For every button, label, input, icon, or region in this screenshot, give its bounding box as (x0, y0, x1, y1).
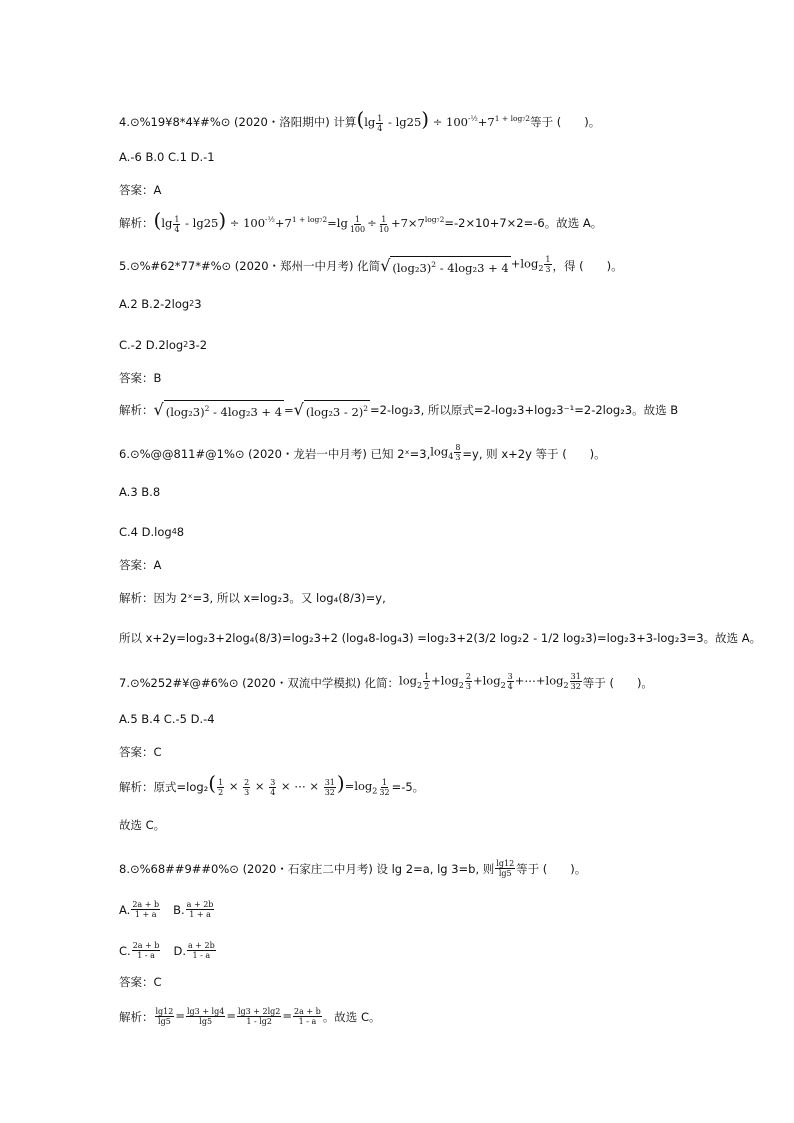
q5-sqrt-expression: √ $(\log_23)^2 - 4\log_23 + 4$ (380, 255, 509, 275)
q4-stem-suffix: 等于 ( )。 (530, 114, 601, 129)
question-4-stem (119, 107, 601, 133)
question-4-options: A.-6 B.0 C.1 D.-1 (119, 150, 215, 164)
q8-stem-suffix: 等于 ( )。 (516, 861, 587, 876)
q7-analysis-prefix: 解析：原式=log₂ (119, 780, 209, 795)
q8-analysis-prefix: 解析： (119, 1009, 154, 1024)
q8-analysis-expression: $\frac{\lg 12}{\lg 5}$ = $\frac{\lg 3 + \lg 4}{\lg 5}$ = $\frac{\lg 3 + 2\lg 2}{1 - \lg 2}$ = $\frac{2a + b}{1 - a}$ (155, 1007, 321, 1026)
q7-analysis-expression: ( $\frac{1}{2}$ × $\frac{2}{3}$ × $\frac{3}{4}$ × ⋯ × $\frac{31}{32}$ )$=\log_2$ $\frac{1}{32}$ (208, 771, 390, 797)
q4-analysis-suffix: =-2×10+7×2=-6。故选 A。 (444, 215, 603, 230)
q8-option-c-value: $\frac{2a + b}{1 - a}$ (132, 941, 160, 960)
q4-analysis-prefix: 解析： (119, 215, 154, 230)
question-5-stem (119, 255, 623, 277)
q8-option-b-value: $\frac{a + 2b}{1 + a}$ (186, 900, 214, 919)
q5-analysis-prefix: 解析： (119, 402, 154, 417)
question-8-stem (119, 859, 586, 878)
question-8-answer: 答案：C (119, 975, 162, 989)
q6-option-tail-2: 8 (176, 525, 185, 539)
q5-analysis-sqrt-2: √ (log₂3 - 2)$^2$ (293, 399, 369, 419)
question-6-analysis-1: 解析：因为 2ˣ=3, 所以 x=log₂3。又 log₄(8/3)=y, (119, 591, 386, 605)
q5-analysis-suffix: =2-log₂3, 所以原式=2-log₂3+log₂3⁻¹=2-2log₂3。故选 B (370, 402, 679, 417)
q8-option-a-value: $\frac{2a + b}{1 + a}$ (132, 900, 160, 919)
question-5-analysis: 解析： √ $(\log_23)^2 - 4\log_23 + 4$ = √ (log₂3 - 2)$^2$ =2-log₂3, 所以原式=2-log₂3+log₂3⁻¹=2-2log₂3。故选 B (119, 399, 679, 419)
q5-option-tail-2: 3-2 (188, 338, 208, 352)
question-4-answer: 答案：A (119, 183, 162, 197)
question-7-analysis-1 (119, 771, 425, 799)
question-8-options-1 (119, 900, 215, 919)
q8-stem-prefix: 8.⊙%68##9##0%⊙ (2020・石家庄二中月考) 设 lg 2=a, lg 3=b, 则 (119, 861, 495, 876)
question-5-answer: 答案：B (119, 371, 162, 385)
q5-stem-prefix: 5.⊙%#62*77*#%⊙ (2020・郑州一中月考) 化简 (119, 258, 381, 273)
question-6-options-1: A.3 B.8 (119, 485, 161, 499)
question-8-analysis (119, 1007, 381, 1026)
q8-option-a-label: A. (119, 902, 131, 917)
q7-sum-expression: $\log_2$ $\frac{1}{2}$ $+\log_2$ $\frac{2}{3}$ $+\log_2$ $\frac{3}{4}$ $+\cdots+\log_2$ $\frac{31}{32}$ (399, 672, 581, 691)
q5-option-text-2: C.-2 D.2log (119, 338, 184, 352)
q6-log-term: $\log_4$ $\frac{8}{3}$ (430, 443, 461, 462)
q8-analysis-suffix: 。故选 C。 (322, 1009, 381, 1024)
q5-log-term: $+\log_2$ $\frac{1}{3}$ (510, 255, 551, 274)
question-7-answer: 答案：C (119, 745, 162, 759)
q8-option-d-value: $\frac{a + 2b}{1 - a}$ (187, 941, 215, 960)
question-5-options-2: C.-2 D.2log 2 3-2 (119, 338, 208, 352)
question-6-analysis-2: 所以 x+2y=log₂3+2log₄(8/3)=log₂3+2 (log₄8-log₄3) =log₂3+2(3/2 log₂2 - 1/2 log₂3)=log₂3+3-log₂3=3。故选 A。 (119, 631, 762, 645)
question-8-options-2 (119, 941, 217, 960)
question-6-answer: 答案：A (119, 558, 162, 572)
q8-option-b-label: B. (173, 902, 185, 917)
question-7-analysis-2: 故选 C。 (119, 818, 166, 832)
question-7-stem (119, 672, 653, 694)
q6-stem-prefix: 6.⊙%@@811#@1%⊙ (2020・龙岩一中月考) 已知 2ˣ=3, (119, 446, 431, 461)
q4-expression: (lg $\frac{1}{4}$ - $\lg 25) \div 100^{-\frac{1}{2}}+7^{1 + log_72}$ (356, 107, 531, 133)
question-4-analysis (119, 208, 603, 234)
q5-option-text-1: A.2 B.2-2log (119, 297, 190, 311)
q4-analysis-expression: (lg $\frac{1}{4}$ - $\lg 25) \div 100^{-\frac{1}{2}}+7^{1 + log_72}=\lg$ $\frac{1}{100}$ ÷ $\frac{1}{10}$ $+7\times 7^{log_72}$ (153, 208, 445, 234)
q7-analysis-suffix: =-5。 (391, 780, 425, 795)
q7-stem-suffix: 等于 ( )。 (582, 675, 653, 690)
q8-option-c-label: C. (119, 943, 131, 958)
q5-stem-suffix: ，得 ( )。 (552, 258, 623, 273)
q4-stem-prefix: 4.⊙%19¥8*4¥#%⊙ (2020・洛阳期中) 计算 (119, 114, 357, 129)
question-7-options: A.5 B.4 C.-5 D.-4 (119, 712, 215, 726)
q8-ratio: $\frac{\lg 12}{\lg 5}$ (496, 859, 515, 878)
question-5-options-1: A.2 B.2-2log 2 3 (119, 297, 202, 311)
question-6-options-2: C.4 D.log 4 8 (119, 525, 185, 539)
q5-analysis-sqrt-1: √ $(\log_23)^2 - 4\log_23 + 4$ (153, 399, 283, 419)
q7-stem-prefix: 7.⊙%252#¥@#6%⊙ (2020・双流中学模拟) 化简： (119, 675, 400, 690)
q6-stem-suffix: =y, 则 x+2y 等于 ( )。 (462, 446, 606, 461)
q6-option-text-2: C.4 D.log (119, 525, 172, 539)
question-6-stem (119, 443, 606, 465)
q8-option-d-label: D. (173, 943, 186, 958)
q5-option-tail-1: 3 (194, 297, 202, 311)
